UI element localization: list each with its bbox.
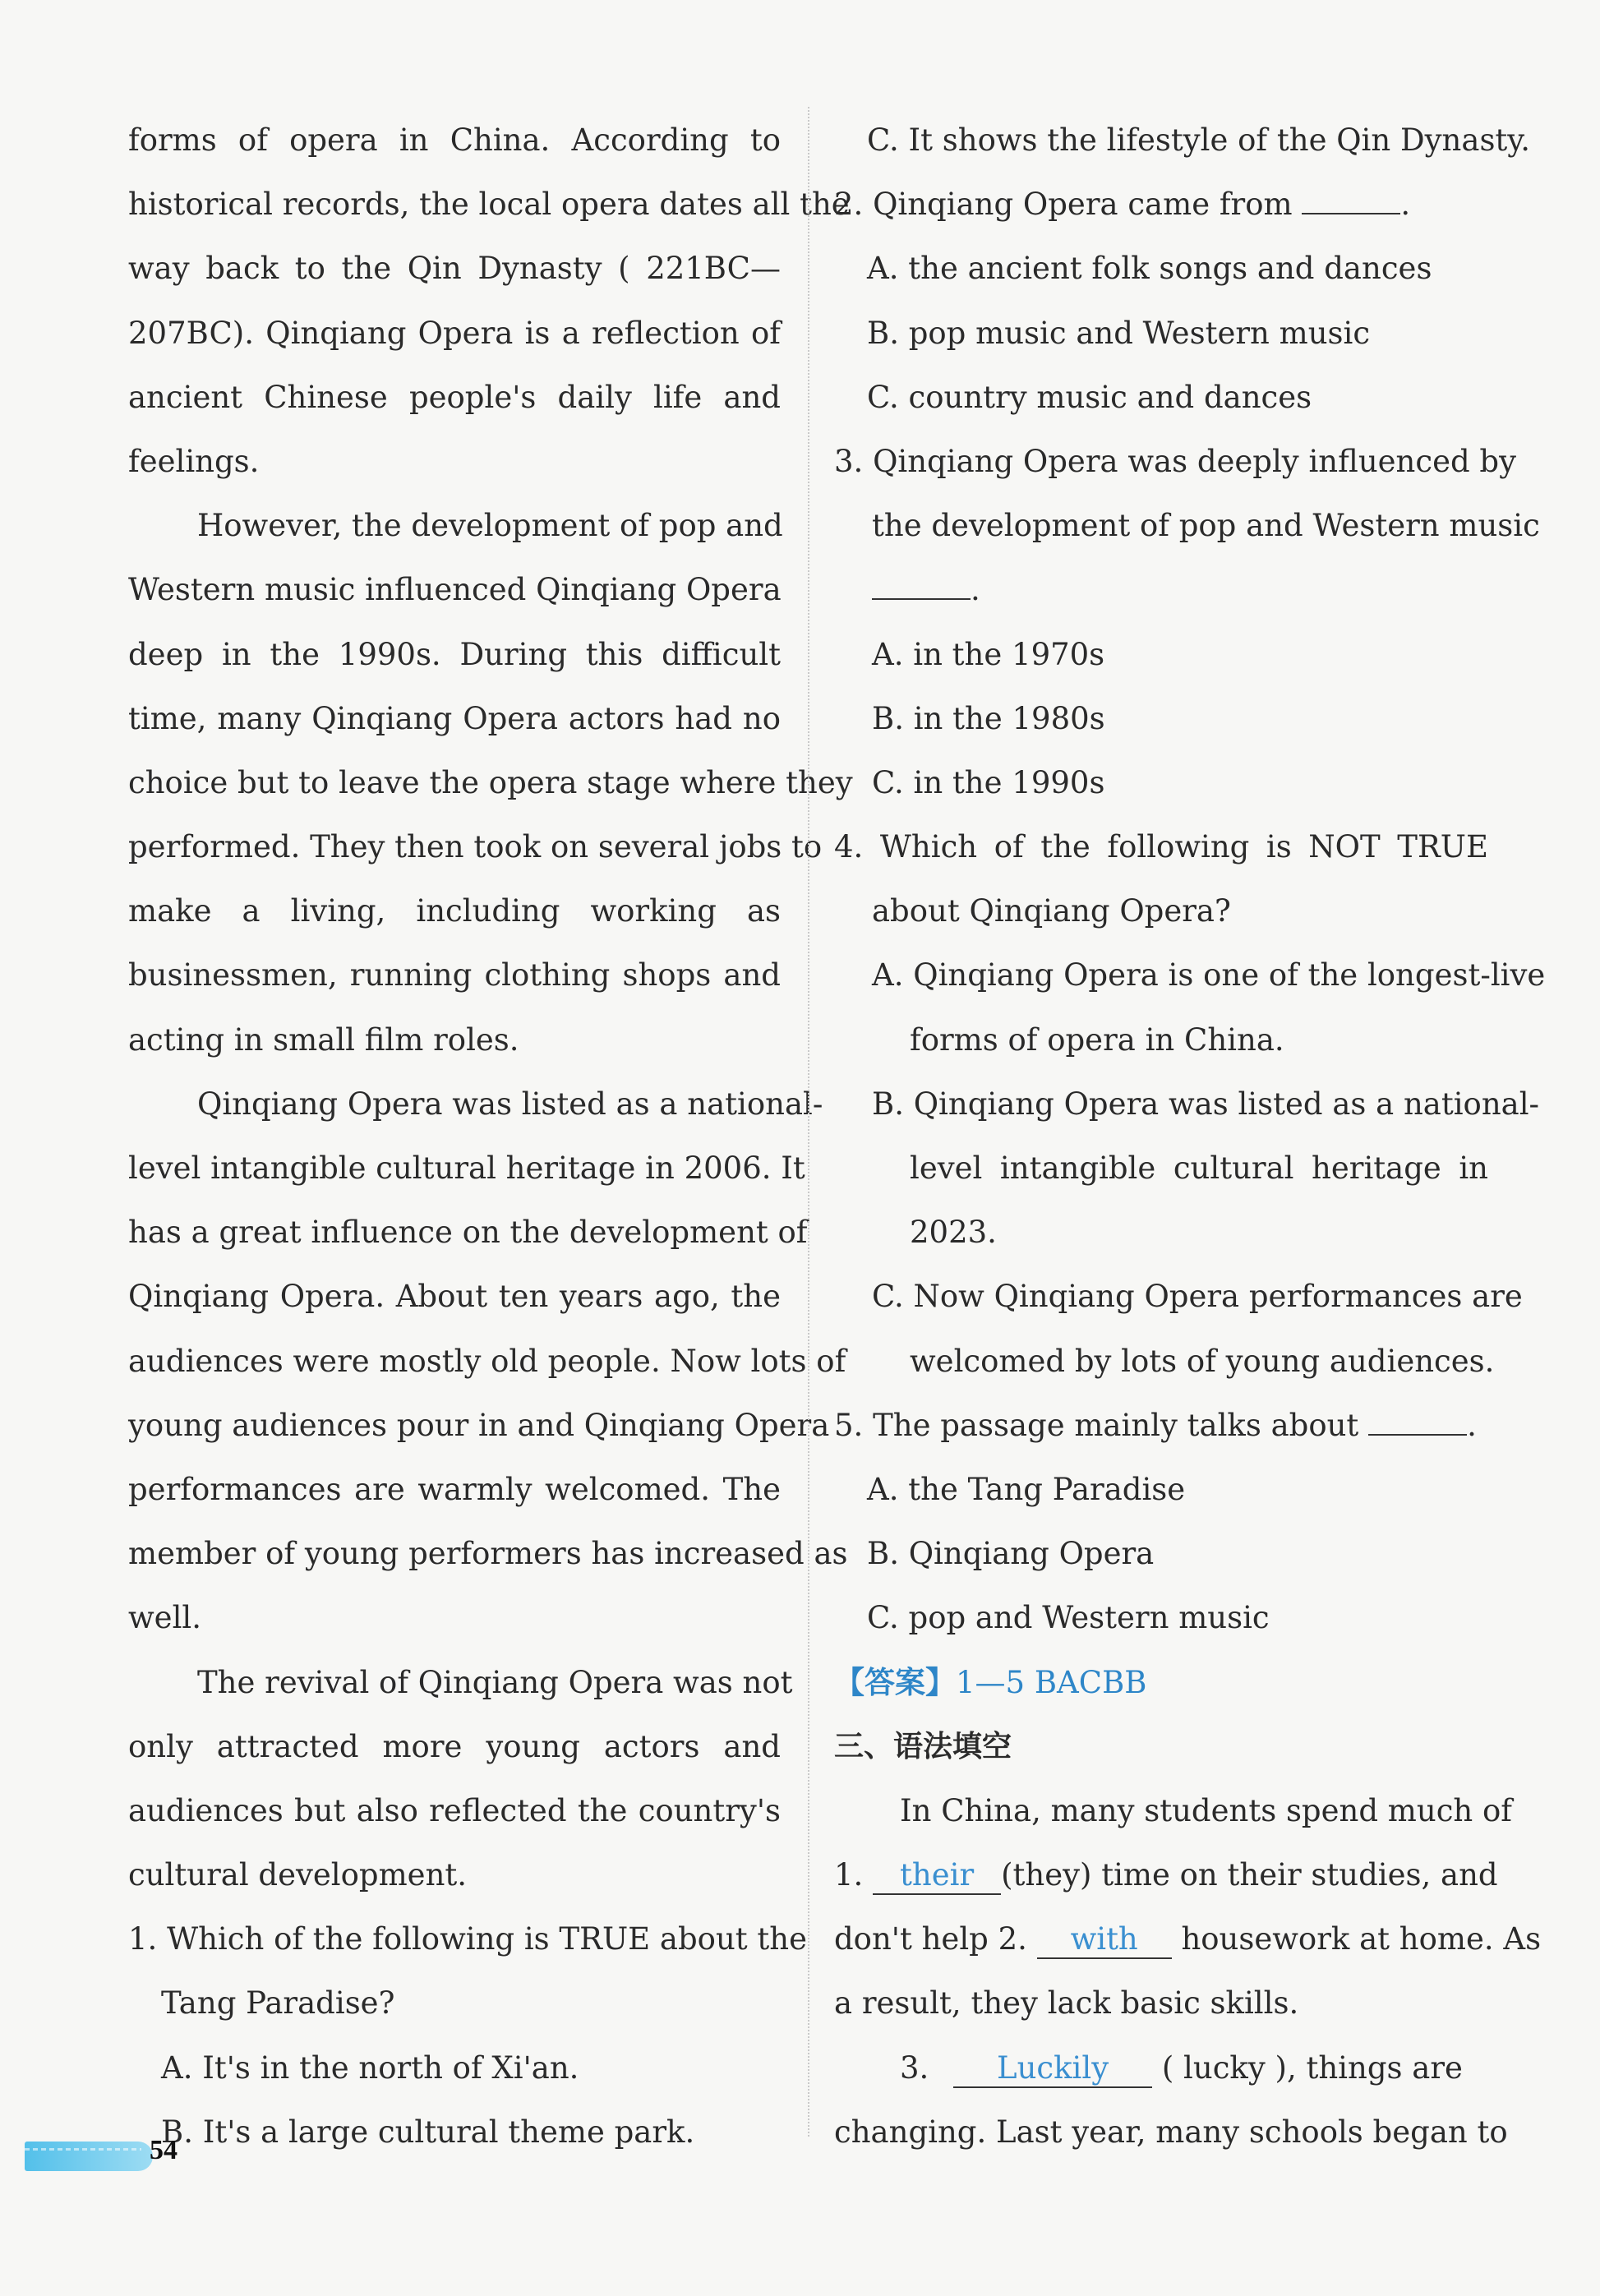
q4-option-b: B. Qinqiang Opera was listed as a national- bbox=[872, 1086, 1540, 1122]
q4-option-a-cont: forms of opera in China. bbox=[910, 1021, 1284, 1058]
grammar-line: In China, many students spend much of bbox=[900, 1792, 1512, 1828]
page-number: 54 bbox=[150, 2135, 178, 2165]
grammar-line: 1. their (they) time on their studies, and bbox=[834, 1843, 1488, 1907]
passage-line: historical records, the local opera dates all the bbox=[128, 187, 850, 223]
q3-option: B. in the 1980s bbox=[872, 700, 1105, 736]
passage-line: only attracted more young actors and bbox=[128, 1728, 781, 1764]
answer-text: 1—5 BACBB bbox=[956, 1664, 1147, 1700]
q4-option-c-cont: welcomed by lots of young audiences. bbox=[910, 1343, 1495, 1379]
q3-blank bbox=[872, 574, 971, 600]
passage-line: feelings. bbox=[128, 443, 260, 479]
q5-option: C. pop and Western music bbox=[867, 1600, 1270, 1636]
question-3-cont: the development of pop and Western music bbox=[872, 508, 1540, 544]
passage-line: audiences but also reflected the country's bbox=[128, 1792, 781, 1828]
q4-option-a: A. Qinqiang Opera is one of the longest-live bbox=[872, 957, 1546, 994]
passage-line: deep in the 1990s. During this difficult bbox=[128, 636, 781, 672]
passage-line: Western music influenced Qinqiang Opera bbox=[128, 572, 782, 608]
grammar-line: don't help 2. with housework at home. As bbox=[834, 1907, 1488, 1971]
question-3: 3. Qinqiang Opera was deeply influenced by bbox=[834, 443, 1517, 479]
passage-line: ancient Chinese people's daily life and bbox=[128, 379, 781, 415]
passage-line: time, many Qinqiang Opera actors had no bbox=[128, 700, 781, 736]
left-column bbox=[128, 108, 853, 2165]
passage-line: young audiences pour in and Qinqiang Opera bbox=[128, 1407, 830, 1443]
passage-line: audiences were mostly old people. Now lots of bbox=[128, 1343, 846, 1379]
q5-option: B. Qinqiang Opera bbox=[867, 1536, 1155, 1572]
passage-line: well. bbox=[128, 1600, 201, 1636]
question-4-cont: about Qinqiang Opera? bbox=[872, 893, 1231, 929]
passage-line: acting in small film roles. bbox=[128, 1021, 519, 1058]
grammar-blank-2: with bbox=[1037, 1921, 1172, 1959]
answer-tag: 【答案】 bbox=[834, 1664, 956, 1700]
passage-line: The revival of Qinqiang Opera was not bbox=[197, 1664, 793, 1700]
grammar-line: a result, they lack basic skills. bbox=[834, 1985, 1299, 2022]
q1-option-c: C. It shows the lifestyle of the Qin Dynasty. bbox=[867, 122, 1531, 158]
grammar-blank-1: their bbox=[873, 1857, 1001, 1895]
passage-line: cultural development. bbox=[128, 1857, 468, 1893]
passage-line: choice but to leave the opera stage where they bbox=[128, 764, 853, 800]
passage-line: performed. They then took on several jobs to bbox=[128, 829, 823, 865]
passage-line: way back to the Qin Dynasty ( 221BC— bbox=[128, 251, 781, 287]
right-column bbox=[834, 108, 1546, 2165]
question-4: 4. Which of the following is NOT TRUE bbox=[834, 829, 1488, 865]
q3-option: C. in the 1990s bbox=[872, 764, 1105, 800]
passage-line: make a living, including working as bbox=[128, 893, 781, 929]
passage-line: forms of opera in China. According to bbox=[128, 122, 781, 158]
passage-line: 207BC). Qinqiang Opera is a reflection of bbox=[128, 315, 781, 351]
passage-line: member of young performers has increased as bbox=[128, 1536, 848, 1572]
q4-option-c: C. Now Qinqiang Opera performances are bbox=[872, 1279, 1523, 1315]
q5-blank bbox=[1368, 1409, 1467, 1436]
passage-line: A. It's in the north of Xi'an. bbox=[161, 2049, 579, 2086]
passage-line: Tang Paradise? bbox=[161, 1985, 395, 2022]
grammar-blank-3: Luckily bbox=[953, 2050, 1152, 2088]
passage-line: However, the development of pop and bbox=[197, 508, 783, 544]
q2-option: B. pop music and Western music bbox=[867, 315, 1371, 351]
q2-option: A. the ancient folk songs and dances bbox=[867, 251, 1432, 287]
question-2: 2. Qinqiang Opera came from . bbox=[834, 187, 1411, 223]
column-divider bbox=[808, 107, 809, 2137]
passage-line: performances are warmly welcomed. The bbox=[128, 1471, 781, 1507]
question-5: 5. The passage mainly talks about . bbox=[834, 1407, 1477, 1443]
passage-line: businessmen, running clothing shops and bbox=[128, 957, 781, 994]
passage-line: level intangible cultural heritage in 2006. It bbox=[128, 1150, 805, 1186]
passage-line: has a great influence on the development of bbox=[128, 1215, 808, 1251]
q5-option: A. the Tang Paradise bbox=[867, 1471, 1186, 1507]
passage-line: Qinqiang Opera. About ten years ago, the bbox=[128, 1279, 781, 1315]
passage-line: 1. Which of the following is TRUE about the bbox=[128, 1921, 807, 1957]
passage-line: Qinqiang Opera was listed as a national- bbox=[197, 1086, 823, 1122]
q3-blank-line: . bbox=[834, 558, 1488, 622]
q2-option: C. country music and dances bbox=[867, 379, 1312, 415]
q2-blank bbox=[1302, 188, 1400, 214]
passage-line: B. It's a large cultural theme park. bbox=[161, 2114, 695, 2150]
q4-option-b-cont: level intangible cultural heritage in bbox=[910, 1150, 1488, 1186]
grammar-line: changing. Last year, many schools began to bbox=[834, 2114, 1508, 2150]
q3-option: A. in the 1970s bbox=[872, 636, 1105, 672]
answer-key bbox=[834, 1651, 1488, 1715]
section-title: 三、语法填空 bbox=[834, 1729, 1012, 1763]
grammar-line: 3. Luckily ( lucky ), things are bbox=[834, 2036, 1488, 2100]
q4-option-b-cont: 2023. bbox=[910, 1215, 997, 1251]
footer-decoration-bar bbox=[25, 2142, 153, 2171]
